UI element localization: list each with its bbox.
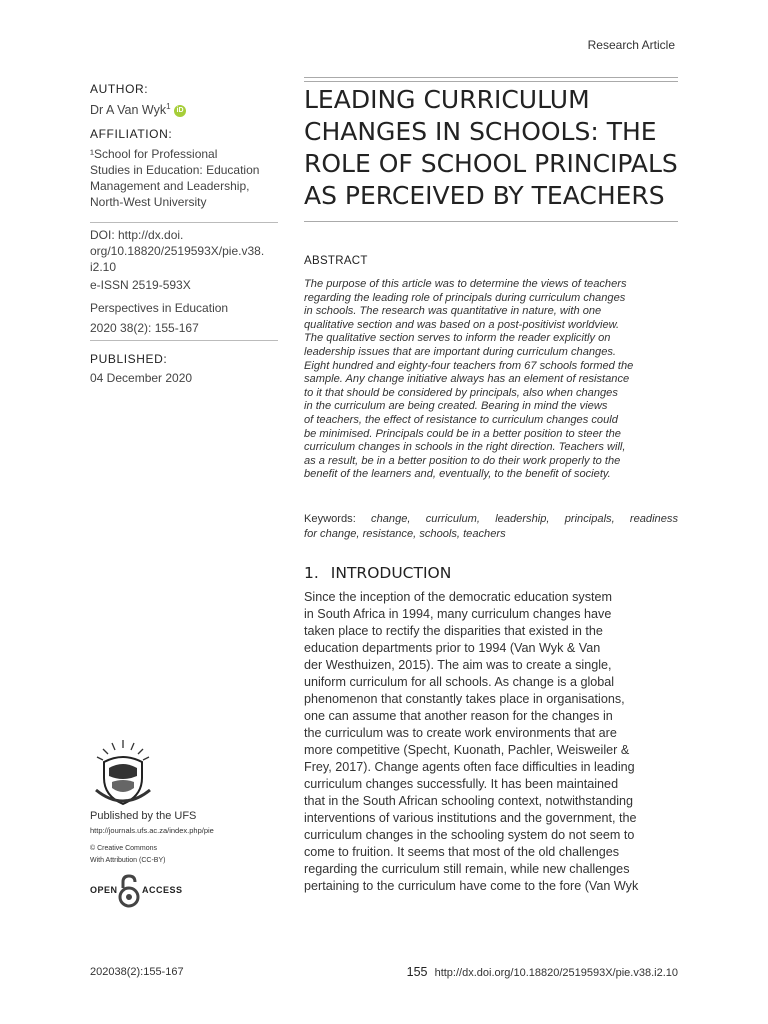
body-line: regarding the curriculum still remain, while new challenges: [304, 862, 630, 876]
affiliation-label: AFFILIATION:: [90, 127, 173, 141]
footer-doi-link[interactable]: http://dx.doi.org/10.18820/2519593X/pie.v38.i2.10: [434, 967, 678, 979]
body-line: uniform curriculum for all schools. As change is a global: [304, 675, 615, 689]
section-title: INTRODUCTION: [330, 564, 452, 582]
published-date: 04 December 2020: [90, 371, 193, 385]
keywords-label: Keywords:: [304, 513, 356, 525]
title-rule-top: [304, 77, 678, 78]
published-label: PUBLISHED:: [90, 352, 168, 366]
body-line: Frey, 2017). Change agents often face difficulties in leading: [304, 760, 635, 774]
doi-line: DOI: http://dx.doi.: [90, 228, 184, 242]
title-rule-top: [304, 81, 678, 82]
body-line: taken place to rectify the disparities that existed in the: [304, 624, 603, 638]
abstract-line: sample. Any change initiative always has an element of resistance: [304, 373, 630, 386]
ufs-crest-logo: [90, 738, 156, 808]
introduction-body: [304, 589, 678, 895]
journal-url[interactable]: http://journals.ufs.ac.za/index.php/pie: [90, 826, 214, 835]
abstract-line: curriculum changes in schools in the right direction. Teachers will,: [304, 441, 626, 454]
footer-right: [407, 965, 678, 979]
body-line: come to fruition. It seems that most of the old challenges: [304, 845, 620, 859]
affiliation-line: Management and Leadership,: [90, 179, 250, 193]
article-title: [304, 84, 678, 212]
section-heading-introduction: [304, 564, 451, 582]
affiliation-text: [90, 146, 259, 210]
body-line: pertaining to the curriculum have come to the fore (Van Wyk: [304, 879, 639, 893]
journal-name: Perspectives in Education: [90, 301, 229, 315]
abstract-line: to it that should be considered by principals, also when changes: [304, 386, 618, 399]
keywords-list: for change, resistance, schools, teachers: [304, 528, 506, 540]
title-line: ROLE OF SCHOOL PRINCIPALS: [304, 149, 678, 178]
keywords: [304, 512, 678, 542]
publisher-name: Published by the UFS: [90, 810, 197, 822]
abstract-line: leadership issues that are important during curriculum changes.: [304, 345, 617, 358]
body-line: curriculum changes in the schooling system do not seem to: [304, 828, 635, 842]
affiliation-line: ¹School for Professional: [90, 147, 218, 161]
open-access-logo: [90, 874, 200, 908]
body-line: phenomenon that constantly takes place in organisations,: [304, 692, 625, 706]
body-line: interventions of various institutions and the government, the: [304, 811, 637, 825]
volume-issue: 2020 38(2): 155-167: [90, 321, 199, 335]
eissn: e-ISSN 2519-593X: [90, 278, 191, 292]
abstract-line: of teachers, the effect of resistance to curriculum changes could: [304, 413, 618, 426]
affiliation-line: Studies in Education: Education: [90, 163, 260, 177]
abstract-line: Eight hundred and eighty-four teachers from 67 schools formed the: [304, 359, 634, 372]
title-line: AS PERCEIVED BY TEACHERS: [304, 181, 665, 210]
body-line: Since the inception of the democratic education system: [304, 590, 613, 604]
abstract-line: The qualitative section serves to inform the reader explicitly on: [304, 332, 611, 345]
abstract-line: The purpose of this article was to determine the views of teachers: [304, 278, 627, 290]
body-line: in South Africa in 1994, many curriculum changes have: [304, 607, 612, 621]
author-name-text: Dr A Van Wyk: [90, 103, 167, 118]
page-number: 155: [406, 965, 428, 979]
body-line: the curriculum was to create work environments that are: [304, 726, 617, 740]
abstract-line: be minimised. Principals could be in a better position to steer the: [304, 427, 621, 440]
body-line: education departments prior to 1994 (Van Wyk & Van: [304, 641, 601, 655]
author-name: [90, 99, 186, 118]
body-line: der Westhuizen, 2015). The aim was to create a single,: [304, 658, 612, 672]
author-superscript: 1: [166, 102, 171, 111]
abstract-line: in the curriculum are being created. Bearing in mind the views: [304, 400, 608, 413]
affiliation-line: North-West University: [90, 195, 207, 209]
abstract-line: benefit of the learners and, eventually, to the benefit of society.: [304, 468, 611, 481]
sidebar-divider: [90, 340, 278, 341]
title-rule-bottom: [304, 221, 678, 222]
orcid-icon[interactable]: iD: [174, 105, 186, 117]
author-label: AUTHOR:: [90, 82, 149, 96]
license-line: © Creative Commons: [90, 845, 158, 852]
license-line: With Attribution (CC-BY): [90, 857, 166, 864]
body-line: curriculum changes successfully. It has been maintained: [304, 777, 619, 791]
abstract-line: regarding the leading role of principals during curriculum changes: [304, 291, 626, 304]
body-line: more competitive (Specht, Kuonath, Pachler, Weisweiler &: [304, 743, 630, 757]
doi-line: i2.10: [90, 260, 117, 274]
body-line: one can assume that another reason for the changes in: [304, 709, 613, 723]
footer-volume: 202038(2):155-167: [90, 966, 184, 978]
keywords-list: change, curriculum, leadership, principals, readiness: [371, 513, 678, 525]
abstract-line: in schools. The research was quantitative in nature, with one: [304, 305, 602, 318]
open-access-left-text: OPEN: [90, 885, 118, 895]
body-line: that in the South African schooling context, notwithstanding: [304, 794, 634, 808]
open-lock-icon: [118, 874, 140, 908]
abstract-heading: ABSTRACT: [304, 255, 368, 267]
open-access-right-text: ACCESS: [142, 885, 183, 895]
section-number: 1.: [304, 564, 319, 582]
sidebar-divider: [90, 222, 278, 223]
title-line: CHANGES IN SCHOOLS: THE: [304, 117, 657, 146]
title-line: LEADING CURRICULUM: [304, 85, 590, 114]
article-type-label: Research Article: [587, 38, 675, 52]
abstract-line: as a result, be in a better position to do their work properly to the: [304, 454, 621, 467]
doi-line: org/10.18820/2519593X/pie.v38.: [90, 244, 265, 258]
doi-link[interactable]: [90, 227, 264, 275]
abstract-body: [304, 278, 678, 482]
abstract-line: qualitative section and was based on a post-positivist worldview.: [304, 318, 620, 331]
